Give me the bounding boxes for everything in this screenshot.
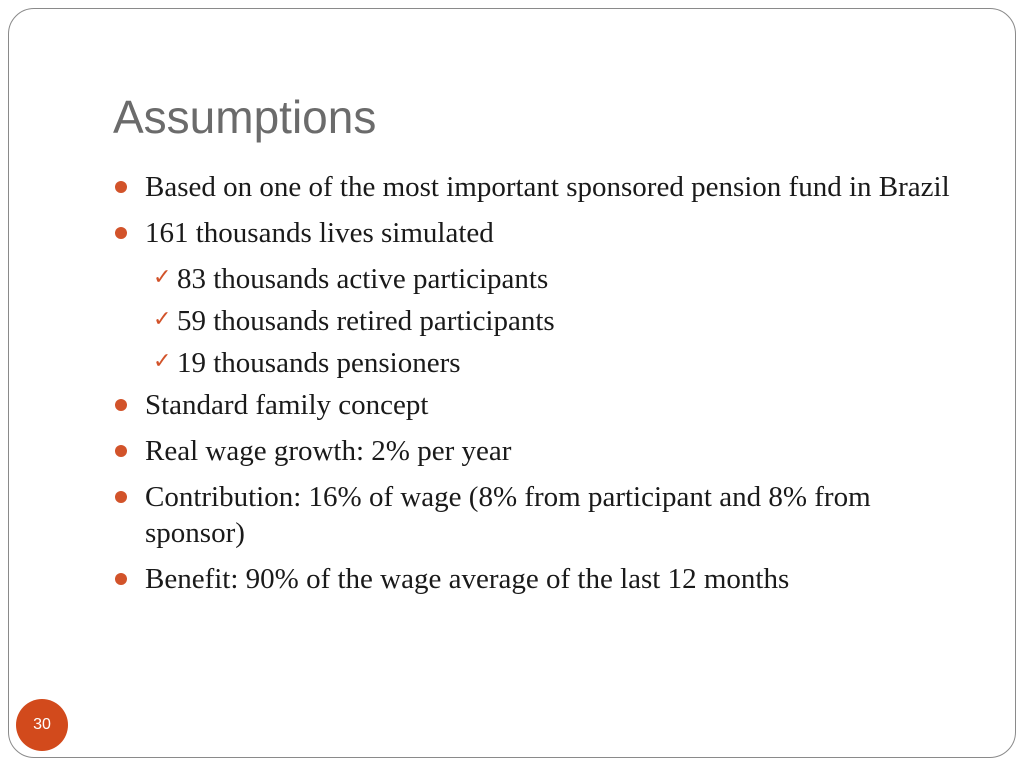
bullet-icon (115, 181, 127, 193)
sub-bullet-item (115, 345, 975, 381)
bullet-text: Real wage growth: 2% per year (145, 435, 512, 467)
bullet-icon (115, 227, 127, 239)
sub-bullet-text: 19 thousands pensioners (177, 347, 461, 379)
bullet-text: Benefit: 90% of the wage average of the last 12 months (145, 563, 790, 595)
page-number-badge: 30 (16, 699, 68, 751)
bullet-icon (115, 491, 127, 503)
bullet-icon (115, 573, 127, 585)
check-icon: ✓ (153, 265, 172, 290)
bullet-item (115, 561, 975, 597)
bullet-icon (115, 445, 127, 457)
bullet-item (115, 387, 975, 423)
bullet-list (115, 169, 975, 607)
bullet-icon (115, 399, 127, 411)
slide (8, 8, 1016, 758)
bullet-text: Based on one of the most important sponsored pension fund in Brazil (145, 171, 950, 203)
sub-bullet-item (115, 261, 975, 297)
bullet-item (115, 433, 975, 469)
check-icon: ✓ (153, 307, 172, 332)
bullet-item (115, 169, 975, 205)
sub-bullet-item (115, 303, 975, 339)
slide-title: Assumptions (113, 91, 377, 143)
bullet-text: 161 thousands lives simulated (145, 217, 494, 249)
bullet-text: Contribution: 16% of wage (8% from participant and 8% from sponsor) (145, 481, 871, 549)
bullet-item (115, 215, 975, 251)
bullet-text: Standard family concept (145, 389, 429, 421)
sub-bullet-text: 83 thousands active participants (177, 263, 549, 295)
bullet-item (115, 479, 975, 551)
check-icon: ✓ (153, 349, 172, 374)
sub-bullet-text: 59 thousands retired participants (177, 305, 555, 337)
